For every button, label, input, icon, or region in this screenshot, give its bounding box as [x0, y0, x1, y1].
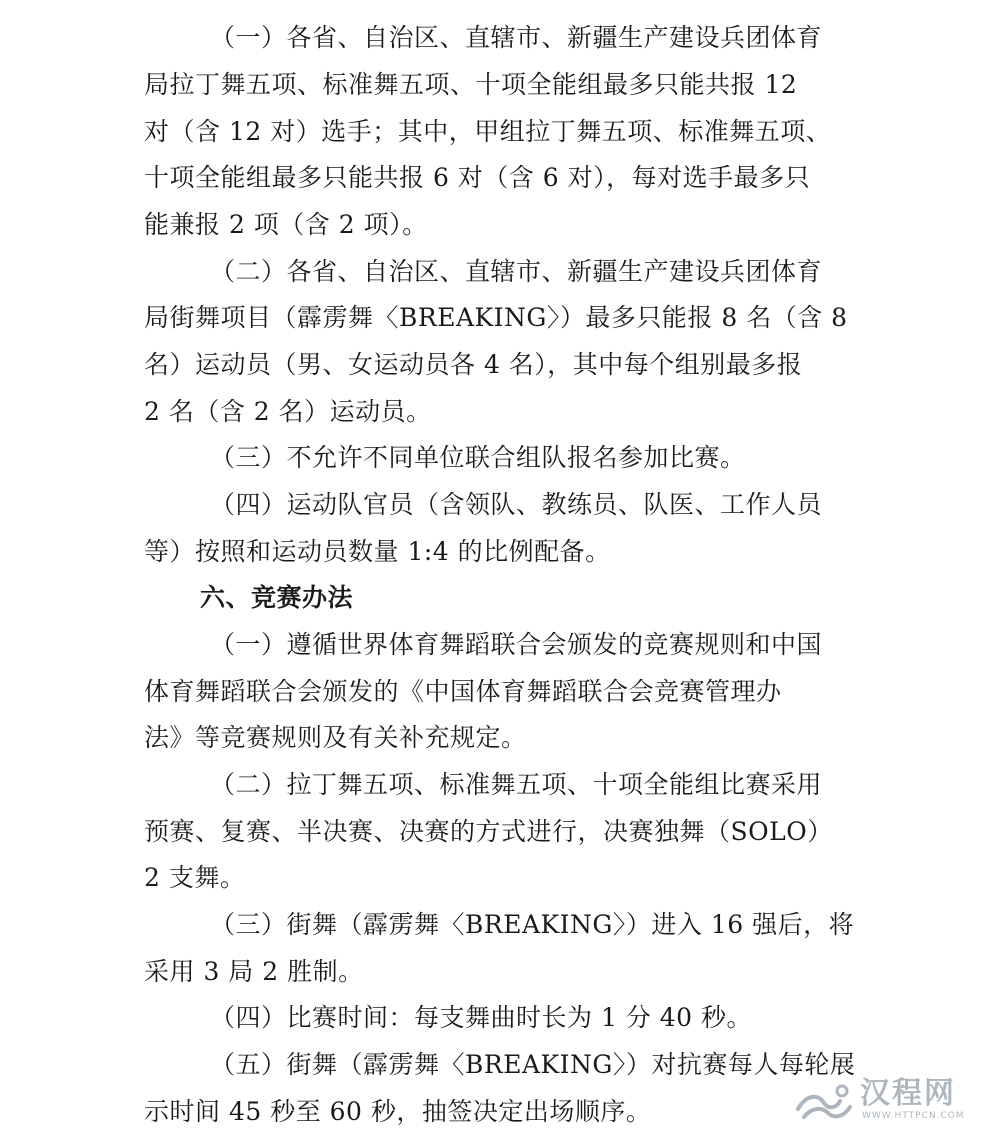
- text-line: （四）比赛时间：每支舞曲时长为 1 分 40 秒。: [210, 1003, 753, 1032]
- text-line: 法》等竞赛规则及有关补充规定。: [144, 723, 527, 752]
- wave-logo-icon: [794, 1079, 856, 1123]
- text-line: 体育舞蹈联合会颁发的《中国体育舞蹈联合会竞赛管理办: [144, 677, 782, 706]
- text-line: 对（含 12 对）选手；其中，甲组拉丁舞五项、标准舞五项、: [144, 117, 832, 146]
- section-heading: 六、竞赛办法: [200, 583, 354, 612]
- text-line: 局街舞项目（霹雳舞〈BREAKING〉）最多只能报 8 名（含 8: [144, 303, 848, 332]
- watermark-name: 汉程网: [860, 1076, 956, 1111]
- text-line: （一）遵循世界体育舞蹈联合会颁发的竞赛规则和中国: [210, 630, 823, 659]
- text-line: 示时间 45 秒至 60 秒，抽签决定出场顺序。: [144, 1097, 652, 1126]
- text-line: 2 名（含 2 名）运动员。: [144, 397, 432, 426]
- text-line: 局拉丁舞五项、标准舞五项、十项全能组最多只能共报 12: [144, 70, 798, 99]
- text-line: 预赛、复赛、半决赛、决赛的方式进行，决赛独舞（SOLO）: [144, 817, 833, 846]
- text-line: 采用 3 局 2 胜制。: [144, 957, 364, 986]
- text-line: （三）不允许不同单位联合组队报名参加比赛。: [210, 443, 746, 472]
- watermark-url: WWW.HTTPCN.COM: [862, 1111, 965, 1121]
- text-line: （一）各省、自治区、直辖市、新疆生产建设兵团体育: [210, 23, 823, 52]
- text-line: 2 支舞。: [144, 863, 246, 892]
- text-line: （三）街舞（霹雳舞〈BREAKING〉）进入 16 强后，将: [210, 910, 855, 939]
- text-line: （五）街舞（霹雳舞〈BREAKING〉）对抗赛每人每轮展: [210, 1050, 856, 1079]
- text-line: 名）运动员（男、女运动员各 4 名），其中每个组别最多报: [144, 350, 803, 379]
- text-line: （二）各省、自治区、直辖市、新疆生产建设兵团体育: [210, 257, 823, 286]
- text-line: （二）拉丁舞五项、标准舞五项、十项全能组比赛采用: [210, 770, 823, 799]
- text-line: 能兼报 2 项（含 2 项）。: [144, 210, 428, 239]
- watermark: [794, 1075, 974, 1127]
- text-line: 十项全能组最多只能共报 6 对（含 6 对），每对选手最多只: [144, 163, 811, 192]
- text-line: 等）按照和运动员数量 1:4 的比例配备。: [144, 537, 611, 566]
- text-line: （四）运动队官员（含领队、教练员、队医、工作人员: [210, 490, 823, 519]
